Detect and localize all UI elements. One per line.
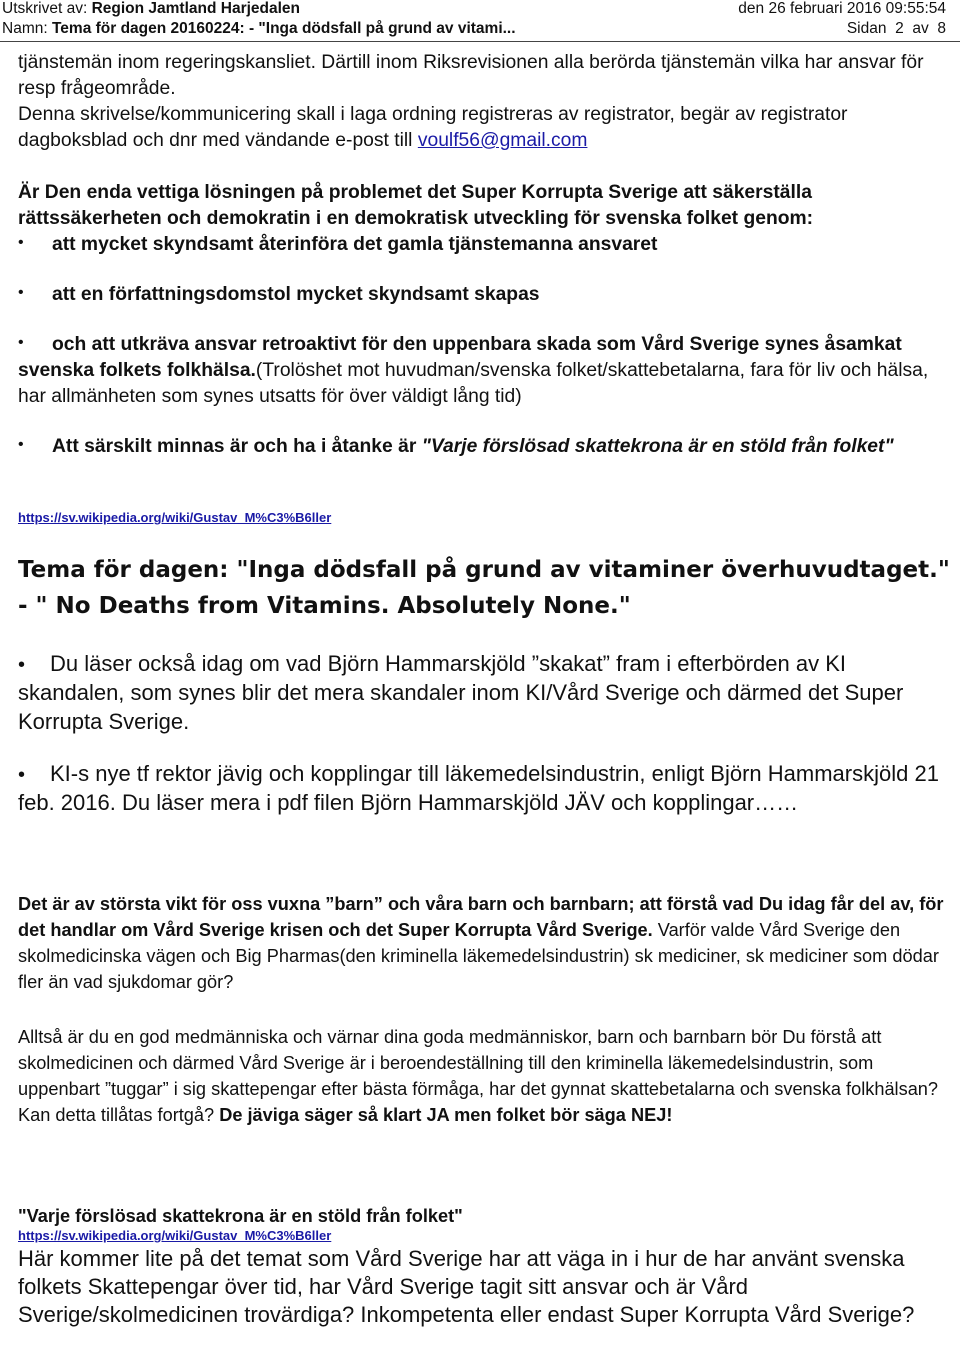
solution-bullet-1: att mycket skyndsamt återinföra det gamla tjänstemanna ansvaret <box>52 234 658 255</box>
solution-bullet-4: Att särskilt minnas är och ha i åtanke är "Varje förslösad skattekrona är en stöld från folket" <box>52 436 894 457</box>
intro-paragraph-2: Denna skrivelse/kommunicering skall i laga ordning registreras av registrator, begär av registrator dagboksblad och dnr med vändande e-post till voulf56@gmail.com <box>18 104 848 151</box>
bullet-glyph: • <box>18 284 24 301</box>
header-page-number: Sidan 2 av 8 <box>846 20 946 37</box>
paragraph-alltsa: Alltså är du en god medmänniska och värnar dina goda medmänniskor, barn och barnbarn bör Du förstå att skolmedicinen och därmed Vård Sverige är i beroendeställning till den kriminella läkemedelsindustrin, som uppenbart ”tuggar” i sig skattepengar efter bästa förmåga, har det gynnat skattebetalarna och svenska folkhälsan? Kan detta tillåtas fortgå? De jäviga säger så klart JA men folket bör säga NEJ! <box>18 1027 939 1125</box>
final-paragraph: Här kommer lite på det temat som Vård Sverige har att väga in i hur de har använt svenska folkets Skattepengar över tid, har Vård Sverige tagit sitt ansvar och är Vård Sverige/skolmedicinen trovärdiga? Inkompetenta eller endast Super Korrupta Vård Sverige? <box>18 1246 915 1327</box>
wikipedia-link-1[interactable]: https://sv.wikipedia.org/wiki/Gustav_M%C3%B6ller <box>18 510 332 525</box>
name-value: Tema för dagen 20160224: - "Inga dödsfall på grund av vitami... <box>51 20 516 37</box>
solution-lead: Är Den enda vettiga lösningen på problemet det Super Korrupta Sverige att säkerställa rättssäkerheten och demokratin i en demokratisk utveckling för svenska folket genom: <box>18 182 814 229</box>
solution-bullet-3: och att utkräva ansvar retroaktivt för den uppenbara skada som Vård Sverige synes åsamkat svenska folkets folkhälsa.(Trolöshet mot huvudman/svenska folket/skattebetalarna, fara för liv och hälsa, har allmänheten som synes utsatts för över väldigt lång tid) <box>18 334 929 407</box>
email-link[interactable]: voulf56@gmail.com <box>417 130 588 151</box>
large-bullet-1: Du läser också idag om vad Björn Hammarskjöld ”skakat” fram i efterbörden av KI skandalen, som synes blir det mera skandaler inom KI/Vård Sverige och därmed det Super Korrupta Sverige. <box>18 651 904 734</box>
bullet-glyph: • <box>18 334 24 351</box>
quote-heading: "Varje förslösad skattekrona är en stöld från folket" <box>18 1206 463 1226</box>
bullet-glyph: • <box>18 654 26 676</box>
bullet-glyph: • <box>18 234 24 251</box>
bullet-glyph: • <box>18 764 26 786</box>
paragraph-children: Det är av största vikt för oss vuxna ”barn” och våra barn och barnbarn; att förstå vad Du idag får del av, för det handlar om Vård Sverige krisen och det Super Korrupta Vård Sverige. Varför valde Vård Sverige den skolmedicinska vägen och Big Pharmas(den kriminella läkemedelsindustrin) sk mediciner, sk mediciner som dödar fler än vad sjukdomar gör? <box>18 894 944 992</box>
printed-by-value: Region Jamtland Harjedalen <box>91 0 301 17</box>
wikipedia-link-2[interactable]: https://sv.wikipedia.org/wiki/Gustav_M%C3%B6ller <box>18 1228 332 1243</box>
header-timestamp: den 26 februari 2016 09:55:54 <box>738 0 946 17</box>
intro-paragraph-1: tjänstemän inom regeringskansliet. Därtill inom Riksrevisionen alla berörda tjänstemän vilka har ansvar för resp frågeområde. <box>18 52 924 99</box>
large-bullet-2: KI-s nye tf rektor jävig och kopplingar till läkemedelsindustrin, enligt Björn Hammarskjöld 21 feb. 2016. Du läser mera i pdf filen Björn Hammarskjöld JÄV och kopplingar…… <box>18 761 939 815</box>
solution-bullet-2: att en författningsdomstol mycket skyndsamt skapas <box>52 284 540 305</box>
bullet-glyph: • <box>18 436 24 453</box>
name-label: Namn: <box>2 20 48 37</box>
header-name <box>2 20 516 38</box>
printed-by-label: Utskrivet av: <box>2 0 88 17</box>
theme-title: Tema för dagen: "Inga dödsfall på grund av vitaminer överhuvudtaget." - " No Deaths from Vitamins. Absolutely None." <box>18 557 950 619</box>
header-divider <box>0 41 960 42</box>
header-printed-by <box>2 0 300 18</box>
